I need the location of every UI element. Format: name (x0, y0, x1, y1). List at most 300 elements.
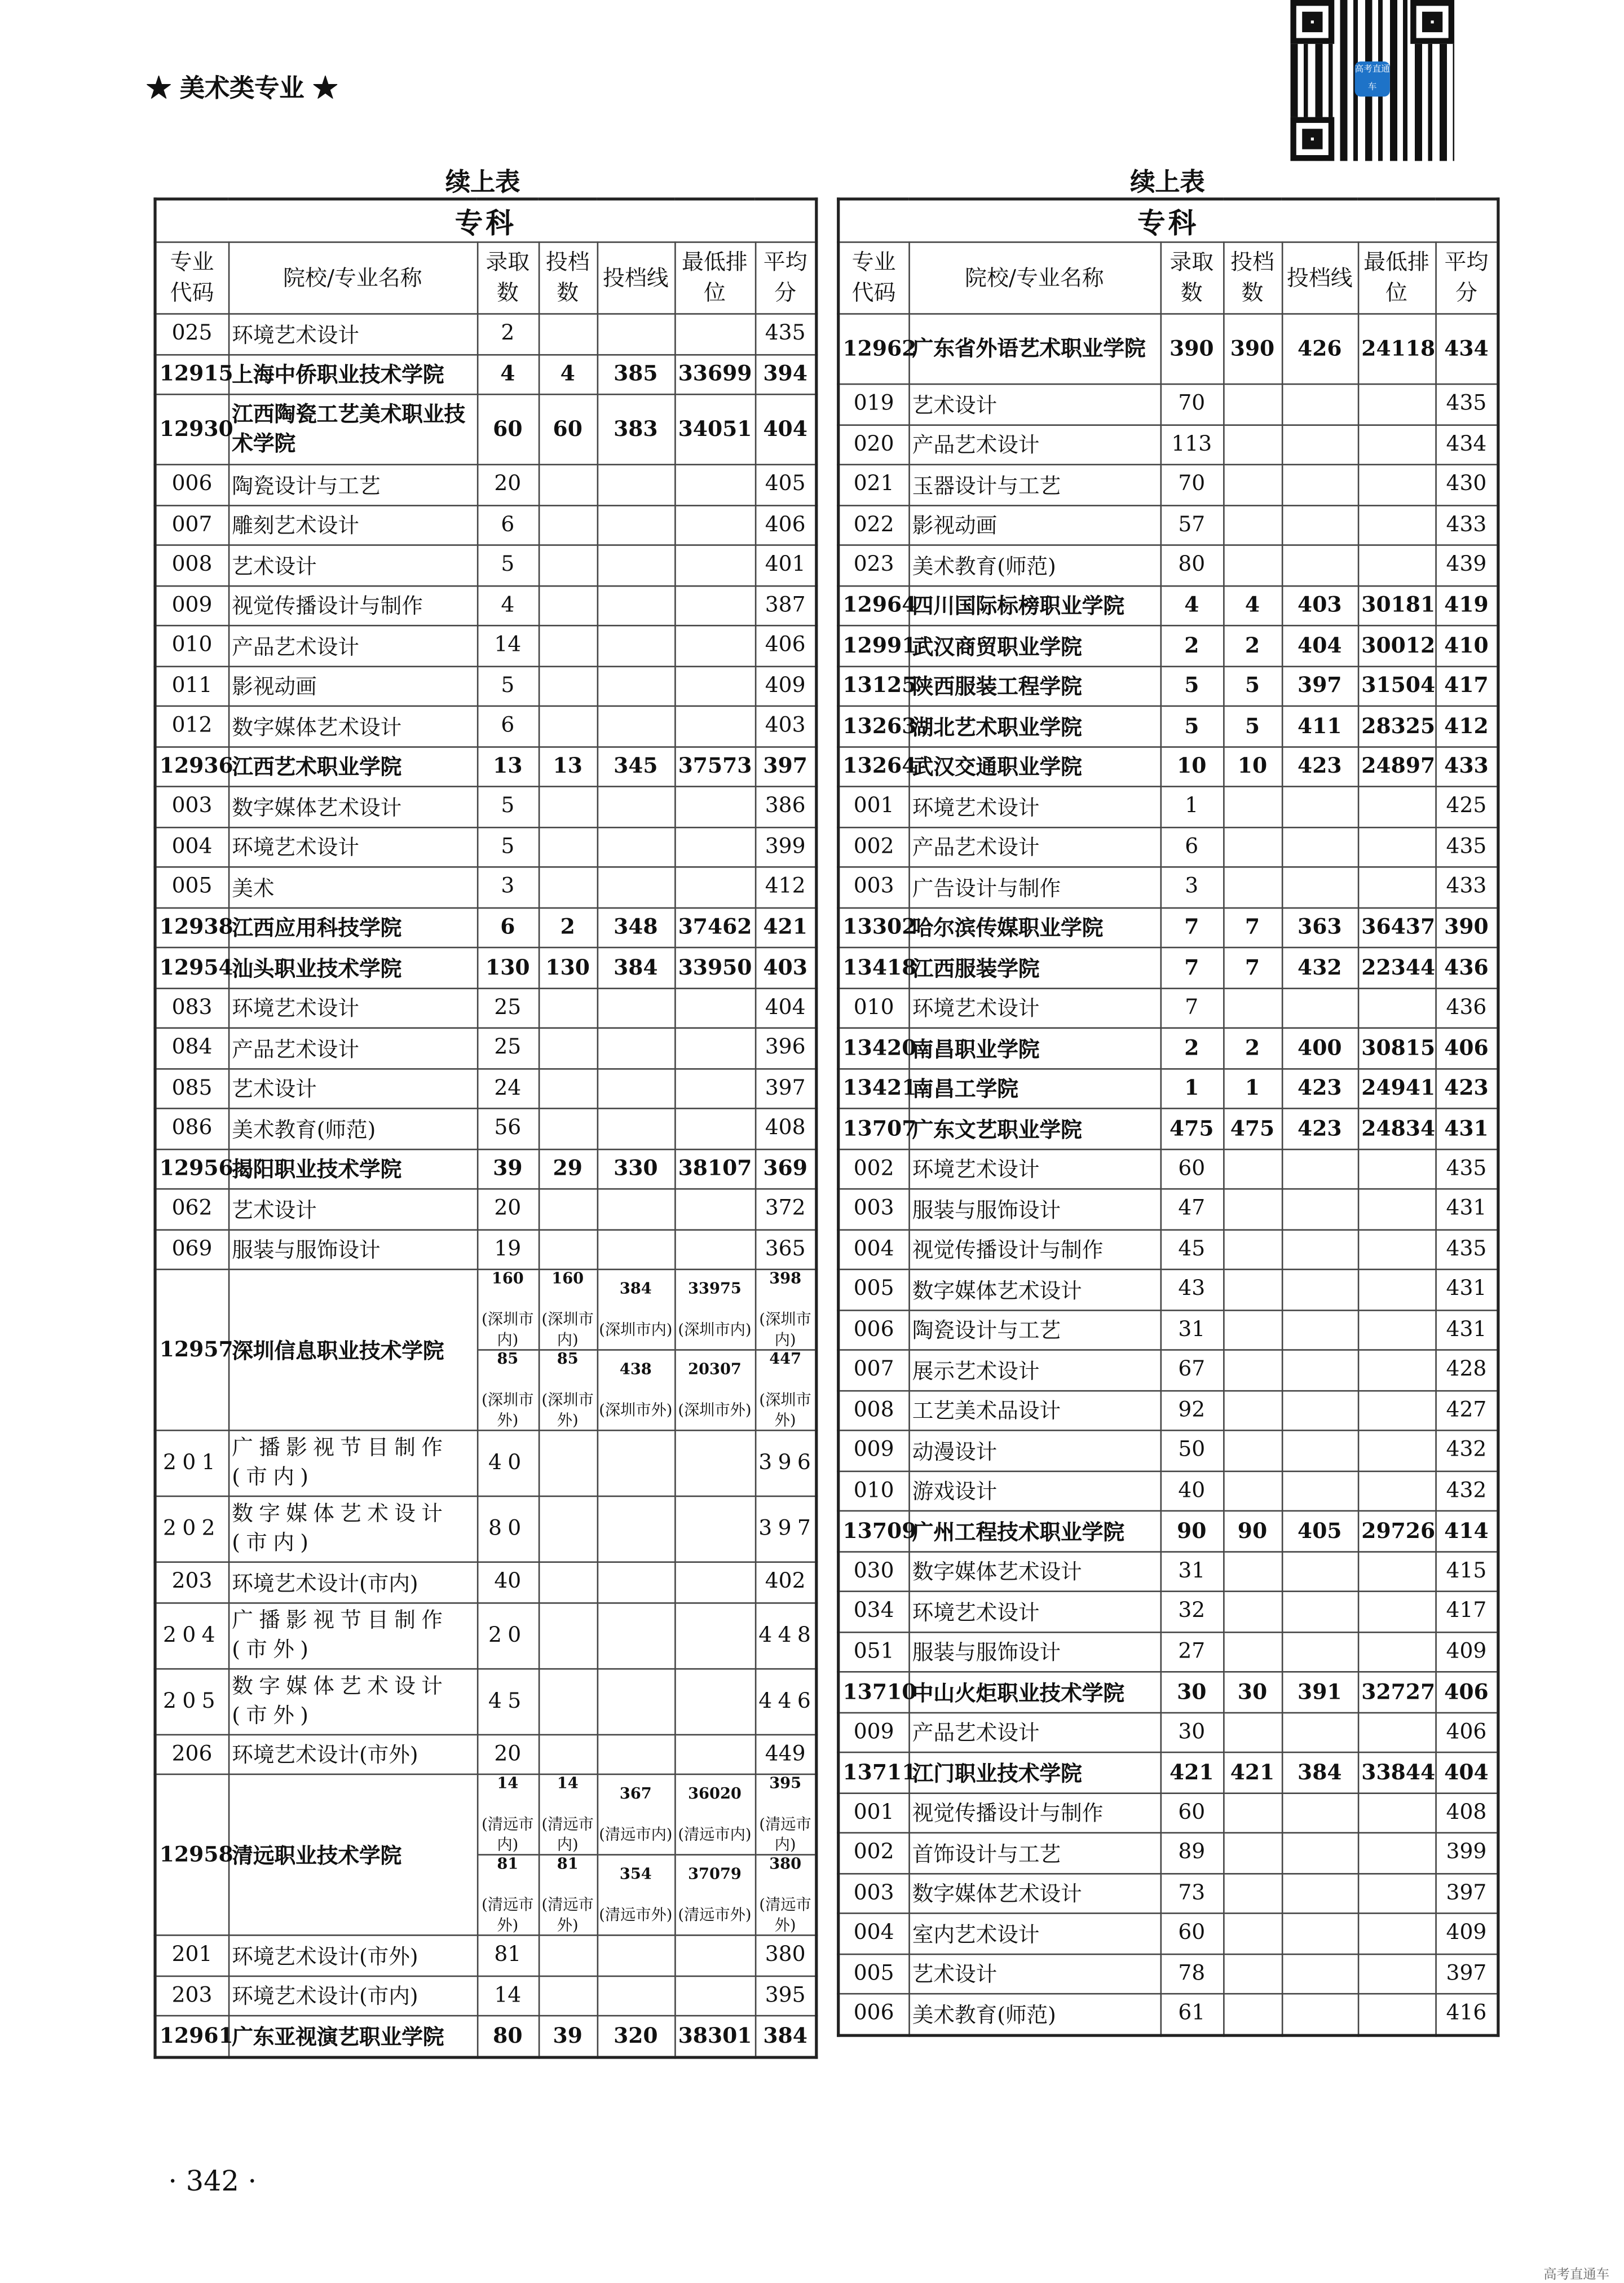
n2-cell: 421 (1223, 1752, 1282, 1792)
column-header-row (839, 242, 1498, 314)
n1-cell: 475 (1160, 1108, 1224, 1148)
split-tag: (清远市外) (759, 1896, 811, 1935)
avg-cell: 414 (1435, 1511, 1498, 1551)
line-cell (1282, 1712, 1358, 1752)
n2-cell (1223, 1310, 1282, 1350)
line-cell: 426 (1282, 314, 1358, 385)
line-cell (1282, 1632, 1358, 1672)
n2-cell: 7 (1223, 947, 1282, 988)
avg-cell: 431 (1435, 1270, 1498, 1310)
name-cell: 美术 (228, 867, 477, 907)
line-cell (597, 706, 675, 746)
split-value (478, 1349, 537, 1430)
major-row (839, 1551, 1498, 1591)
avg-cell: 403 (755, 706, 817, 746)
n2-cell: 5 (1223, 666, 1282, 706)
n1-cell: 5 (477, 666, 539, 706)
major-row (155, 1496, 817, 1562)
avg-cell: 415 (1435, 1551, 1498, 1591)
name-cell: 哈尔滨传媒职业学院 (908, 907, 1160, 947)
major-row (155, 465, 817, 505)
name-cell: 数字媒体艺术设计 (908, 1551, 1160, 1591)
n1-cell: 32 (1160, 1592, 1224, 1632)
avg-cell: 380 (755, 1935, 817, 1975)
rank-cell (1358, 424, 1436, 464)
admission-table-right (837, 197, 1499, 2036)
major-row (839, 1350, 1498, 1390)
split-tag: (清远市外) (599, 1906, 673, 1924)
code-cell: 034 (839, 1592, 909, 1632)
n1-cell: 40 (477, 1562, 539, 1602)
n1-cell: 2 (1160, 625, 1224, 665)
rank-cell (1358, 787, 1436, 827)
rank-cell (674, 1108, 755, 1148)
name-cell: 环境艺术设计 (908, 988, 1160, 1028)
major-row (839, 1270, 1498, 1310)
name-cell: 视觉传播设计与制作 (228, 585, 477, 625)
split-number: 37079 (688, 1866, 742, 1884)
line-cell (597, 1562, 675, 1602)
n2-cell: 13 (539, 746, 597, 786)
avg-cell: 404 (755, 394, 817, 465)
major-row (155, 625, 817, 665)
n2-cell: 475 (1223, 1108, 1282, 1148)
name-cell: 数字媒体艺术设计 (908, 1270, 1160, 1310)
section-heading: ★ 美术类专业 ★ (146, 74, 338, 104)
code-cell: 13263 (839, 706, 909, 746)
n1-cell: 89 (1160, 1833, 1224, 1873)
name-cell: 江西艺术职业学院 (228, 746, 477, 786)
code-cell: 009 (839, 1430, 909, 1470)
n2-cell (539, 1496, 597, 1562)
name-cell: 南昌工学院 (908, 1068, 1160, 1108)
n2-cell (1223, 988, 1282, 1028)
avg-cell: 431 (1435, 1108, 1498, 1148)
n1-cell: 73 (1160, 1873, 1224, 1913)
avg-cell: 423 (1435, 1068, 1498, 1108)
line-cell: 384 (1282, 1752, 1358, 1792)
code-cell: 020 (839, 424, 909, 464)
code-cell: 069 (155, 1229, 228, 1269)
n1-cell: 30 (1160, 1672, 1224, 1712)
n2-cell (1223, 545, 1282, 585)
avg-cell: 396 (755, 1028, 817, 1068)
school-row (155, 746, 817, 786)
avg-cell: 419 (1435, 585, 1498, 625)
code-cell: 006 (839, 1310, 909, 1350)
split-tag: (深圳市外) (759, 1391, 811, 1430)
name-cell: 艺术设计 (228, 1068, 477, 1108)
n1-cell: 81 (477, 1935, 539, 1975)
major-row (839, 1149, 1498, 1189)
n1-cell: 60 (477, 394, 539, 465)
name-cell: 揭阳职业技术学院 (228, 1149, 477, 1189)
name-cell: 深圳信息职业技术学院 (228, 1270, 477, 1430)
line-cell (597, 505, 675, 545)
name-cell: 数字媒体艺术设计(市外) (228, 1668, 477, 1734)
avg-cell: 406 (1435, 1028, 1498, 1068)
school-row (839, 706, 1498, 746)
rank-cell (674, 1068, 755, 1108)
major-row (839, 787, 1498, 827)
name-cell: 影视动画 (228, 666, 477, 706)
code-cell: 203 (155, 1562, 228, 1602)
n2-cell (1223, 505, 1282, 545)
split-tag: (深圳市内) (599, 1321, 673, 1339)
rank-cell (1358, 827, 1436, 867)
qr-finder (1290, 117, 1334, 161)
school-row (155, 907, 817, 947)
split-number: 20307 (688, 1360, 742, 1379)
n1-cell: 19 (477, 1229, 539, 1269)
rank-cell: 34051 (674, 394, 755, 465)
n2-cell (1223, 1229, 1282, 1269)
rank-cell (674, 1602, 755, 1668)
rank-cell: 24941 (1358, 1068, 1436, 1108)
line-cell: 432 (1282, 947, 1358, 988)
major-row (155, 867, 817, 907)
code-cell: 006 (155, 465, 228, 505)
rank-cell (674, 666, 755, 706)
code-cell: 009 (839, 1712, 909, 1752)
line-cell (1282, 1592, 1358, 1632)
name-cell: 汕头职业技术学院 (228, 947, 477, 988)
rank-cell: 28325 (1358, 706, 1436, 746)
rank-cell (1358, 1270, 1436, 1310)
split-value (756, 1775, 815, 1854)
n2-cell (1223, 1712, 1282, 1752)
n1-cell: 1 (1160, 1068, 1224, 1108)
n2-cell (539, 827, 597, 867)
n2-cell: 60 (539, 394, 597, 465)
line-cell (597, 545, 675, 585)
line-cell (597, 1496, 675, 1562)
n2-cell (1223, 1792, 1282, 1832)
school-row (839, 585, 1498, 625)
n2-cell: 30 (1223, 1672, 1282, 1712)
avg-cell: 436 (1435, 947, 1498, 988)
line-cell: 348 (597, 907, 675, 947)
major-row (839, 1873, 1498, 1913)
avg-cell: 406 (1435, 1712, 1498, 1752)
avg-cell: 399 (755, 827, 817, 867)
avg-cell: 448 (755, 1602, 817, 1668)
n1-cell: 60 (1160, 1149, 1224, 1189)
split-value (539, 1349, 596, 1430)
rank-cell (1358, 1632, 1436, 1672)
column-header: 院校/专业名称 (228, 242, 477, 314)
major-row (839, 988, 1498, 1028)
split-value (675, 1854, 754, 1934)
n2-cell (539, 625, 597, 665)
avg-cell: 433 (1435, 505, 1498, 545)
name-cell: 四川国际标榜职业学院 (908, 585, 1160, 625)
column-header: 院校/专业名称 (908, 242, 1160, 314)
rank-cell: 30012 (1358, 625, 1436, 665)
code-cell: 023 (839, 545, 909, 585)
n1-cell: 56 (477, 1108, 539, 1148)
name-cell: 陶瓷设计与工艺 (228, 465, 477, 505)
line-cell: 403 (1282, 585, 1358, 625)
avg-cell: 397 (1435, 1873, 1498, 1913)
name-cell: 产品艺术设计 (908, 827, 1160, 867)
split-tag: (深圳市内) (678, 1321, 752, 1339)
code-cell: 001 (839, 787, 909, 827)
major-row (155, 1068, 817, 1108)
n1-cell: 43 (1160, 1270, 1224, 1310)
code-cell: 008 (155, 545, 228, 585)
split-value (598, 1775, 674, 1854)
column-header: 投档数 (539, 242, 597, 314)
rank-cell (1358, 505, 1436, 545)
code-cell: 009 (155, 585, 228, 625)
rank-cell (674, 505, 755, 545)
n2-cell: 5 (1223, 706, 1282, 746)
name-cell: 武汉商贸职业学院 (908, 625, 1160, 665)
qr-finder (1410, 0, 1454, 44)
avg-cell: 446 (755, 1668, 817, 1734)
n1-cell: 5 (477, 545, 539, 585)
split-number: 160 (491, 1270, 524, 1288)
code-cell: 003 (839, 867, 909, 907)
name-cell: 游戏设计 (908, 1471, 1160, 1511)
n1-cell: 5 (1160, 706, 1224, 746)
code-cell: 12915 (155, 354, 228, 394)
line-cell: 423 (1282, 1108, 1358, 1148)
n1-cell: 45 (477, 1668, 539, 1734)
major-row (155, 827, 817, 867)
major-row (155, 1562, 817, 1602)
name-cell: 南昌职业学院 (908, 1028, 1160, 1068)
avg-cell: 417 (1435, 666, 1498, 706)
rank-cell (1358, 1792, 1436, 1832)
n1-cell: 421 (1160, 1752, 1224, 1792)
major-row (839, 1592, 1498, 1632)
split-number: 81 (497, 1855, 519, 1874)
code-cell: 13302 (839, 907, 909, 947)
n2-cell (1223, 1954, 1282, 1994)
school-row (839, 947, 1498, 988)
split-number: 367 (619, 1785, 652, 1803)
avg-cell: 431 (1435, 1310, 1498, 1350)
rank-cell (674, 545, 755, 585)
rank-cell: 32727 (1358, 1672, 1436, 1712)
rank-cell: 33950 (674, 947, 755, 988)
n1-cell: 40 (1160, 1471, 1224, 1511)
line-cell (1282, 1471, 1358, 1511)
avg-cell: 428 (1435, 1350, 1498, 1390)
n2-cell (1223, 1430, 1282, 1470)
line-cell (1282, 1913, 1358, 1953)
line-cell (597, 988, 675, 1028)
school-row (839, 746, 1498, 786)
avg-cell: 412 (1435, 706, 1498, 746)
rank-cell (1358, 465, 1436, 505)
n1-cell: 61 (1160, 1994, 1224, 2035)
n2-cell: 130 (539, 947, 597, 988)
name-cell: 艺术设计 (228, 1189, 477, 1229)
rank-cell: 33699 (674, 354, 755, 394)
code-cell: 13420 (839, 1028, 909, 1068)
split-tag: (清远市外) (541, 1896, 594, 1935)
avg-cell (755, 1774, 817, 1935)
n2-cell: 390 (1223, 314, 1282, 385)
name-cell: 产品艺术设计 (228, 625, 477, 665)
rank-cell: 30815 (1358, 1028, 1436, 1068)
name-cell: 江门职业技术学院 (908, 1752, 1160, 1792)
code-cell: 13125 (839, 666, 909, 706)
line-cell: 404 (1282, 625, 1358, 665)
name-cell: 环境艺术设计 (908, 1149, 1160, 1189)
column-header: 投档线 (597, 242, 675, 314)
n2-cell (1223, 1270, 1282, 1310)
line-cell (1282, 1994, 1358, 2035)
code-cell: 202 (155, 1496, 228, 1562)
line-cell (1282, 1954, 1358, 1994)
n1-cell: 78 (1160, 1954, 1224, 1994)
code-cell: 002 (839, 1149, 909, 1189)
major-row (155, 666, 817, 706)
code-cell: 13711 (839, 1752, 909, 1792)
code-cell: 085 (155, 1068, 228, 1108)
avg-cell: 384 (755, 2016, 817, 2057)
rank-cell (1358, 1592, 1436, 1632)
n2-cell (1223, 827, 1282, 867)
avg-cell: 406 (1435, 1672, 1498, 1712)
code-cell: 004 (839, 1229, 909, 1269)
line-cell (597, 666, 675, 706)
line-cell (1282, 1270, 1358, 1310)
line-cell (1282, 1390, 1358, 1430)
n1-cell: 1 (1160, 787, 1224, 827)
n2-cell: 39 (539, 2016, 597, 2057)
n1-cell: 13 (477, 746, 539, 786)
line-cell (597, 625, 675, 665)
major-row (839, 1430, 1498, 1470)
code-cell: 001 (839, 1792, 909, 1832)
split-tag: (清远市内) (678, 1826, 752, 1844)
n1-cell: 7 (1160, 947, 1224, 988)
code-cell: 003 (839, 1189, 909, 1229)
name-cell: 陶瓷设计与工艺 (908, 1310, 1160, 1350)
n1-cell: 5 (1160, 666, 1224, 706)
n1-cell: 31 (1160, 1551, 1224, 1591)
avg-cell: 435 (1435, 384, 1498, 424)
major-row (155, 1430, 817, 1496)
code-cell: 12954 (155, 947, 228, 988)
code-cell: 002 (839, 827, 909, 867)
line-cell: 363 (1282, 907, 1358, 947)
continued-label-right: 续上表 (1130, 168, 1205, 198)
n1-cell: 10 (1160, 746, 1224, 786)
line-cell (1282, 1149, 1358, 1189)
name-cell: 艺术设计 (908, 384, 1160, 424)
name-cell: 广州工程技术职业学院 (908, 1511, 1160, 1551)
rank-cell: 38107 (674, 1149, 755, 1189)
rank-cell (674, 1668, 755, 1734)
avg-cell: 432 (1435, 1430, 1498, 1470)
rank-cell (674, 314, 755, 354)
footer-watermark: 高考直通车 (1543, 2268, 1610, 2283)
code-cell: 083 (155, 988, 228, 1028)
rank-cell (674, 787, 755, 827)
major-row (839, 1229, 1498, 1269)
n1-cell: 70 (1160, 465, 1224, 505)
rank-cell (1358, 1149, 1436, 1189)
major-row (155, 1189, 817, 1229)
rank-cell (1358, 1873, 1436, 1913)
split-number: 85 (497, 1350, 519, 1368)
rank-cell (674, 1430, 755, 1496)
page-number: · 342 · (168, 2166, 257, 2198)
code-cell: 12991 (839, 625, 909, 665)
line-cell: 330 (597, 1149, 675, 1189)
table-title: 专科 (839, 199, 1498, 243)
name-cell: 首饰设计与工艺 (908, 1833, 1160, 1873)
rank-cell (674, 1774, 755, 1935)
line-cell: 391 (1282, 1672, 1358, 1712)
school-row (155, 947, 817, 988)
column-header: 投档数 (1223, 242, 1282, 314)
code-cell: 12956 (155, 1149, 228, 1189)
column-header: 投档线 (1282, 242, 1358, 314)
code-cell: 13264 (839, 746, 909, 786)
rank-cell (674, 1028, 755, 1068)
code-cell: 007 (839, 1350, 909, 1390)
name-cell: 影视动画 (908, 505, 1160, 545)
split-value (598, 1270, 674, 1349)
rank-cell (674, 625, 755, 665)
n2-cell (1223, 1471, 1282, 1511)
n2-cell (1223, 1994, 1282, 2035)
major-row (839, 1310, 1498, 1350)
rank-cell: 37573 (674, 746, 755, 786)
split-number: 160 (551, 1270, 584, 1288)
rank-cell (1358, 545, 1436, 585)
line-cell (1282, 988, 1358, 1028)
code-cell: 003 (155, 787, 228, 827)
split-value (539, 1854, 596, 1934)
split-value (478, 1270, 537, 1349)
line-cell: 345 (597, 746, 675, 786)
n2-cell: 4 (1223, 585, 1282, 625)
avg-cell: 397 (755, 746, 817, 786)
school-row (839, 1672, 1498, 1712)
name-cell: 服装与服饰设计 (908, 1632, 1160, 1672)
n1-cell: 2 (1160, 1028, 1224, 1068)
line-cell (1282, 545, 1358, 585)
n1-cell: 390 (1160, 314, 1224, 385)
qr-finder (1290, 0, 1334, 44)
n1-cell: 5 (477, 827, 539, 867)
line-cell (1282, 505, 1358, 545)
code-cell: 206 (155, 1734, 228, 1774)
split-number: 380 (769, 1855, 802, 1874)
split-tag: (深圳市外) (482, 1391, 534, 1430)
n2-cell (539, 1189, 597, 1229)
avg-cell: 404 (755, 988, 817, 1028)
n2-cell (539, 787, 597, 827)
split-number: 85 (557, 1350, 579, 1368)
code-cell: 12958 (155, 1774, 228, 1935)
n1-cell: 6 (477, 505, 539, 545)
avg-cell: 434 (1435, 424, 1498, 464)
school-row (155, 1149, 817, 1189)
n2-cell (539, 1935, 597, 1975)
name-cell: 湖北艺术职业学院 (908, 706, 1160, 746)
code-cell: 12936 (155, 746, 228, 786)
n2-cell: 1 (1223, 1068, 1282, 1108)
